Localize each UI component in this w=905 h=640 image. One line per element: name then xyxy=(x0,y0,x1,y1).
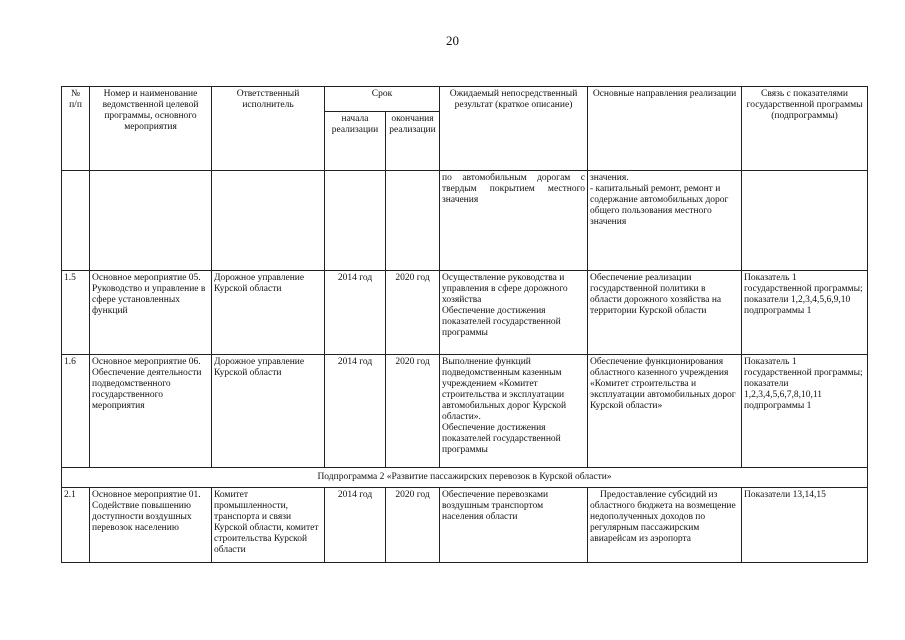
cell-num: 2.1 xyxy=(62,488,90,563)
program-table xyxy=(61,86,868,563)
cell-responsible: Дорожное управление Курской области xyxy=(212,355,325,468)
cell-start: 2014 год xyxy=(325,488,386,563)
cell-num xyxy=(62,171,90,271)
cell-directions: Обеспечение реализации государственной политики в области дорожного хозяйства на территории Курской области xyxy=(588,271,742,355)
page-number: 20 xyxy=(446,33,459,48)
cell-start xyxy=(325,171,386,271)
cell-directions: Обеспечение функционирования областного казенного учреждения «Комитет строительства и эксплуатации автомобильных дорог Курской области» xyxy=(588,355,742,468)
cell-name: Основное мероприятие 05. Руководство и управление в сфере установленных функций xyxy=(90,271,212,355)
header-name: Номер и наименование ведомственной целевой программы, основного мероприятия xyxy=(90,87,212,171)
header-responsible: Ответственный исполнитель xyxy=(212,87,325,171)
cell-end: 2020 год xyxy=(386,355,440,468)
header-num: № п/п xyxy=(62,87,90,171)
cell-num: 1.5 xyxy=(62,271,90,355)
cell-result: по автомобильным дорогам с твердым покрытием местного значения xyxy=(440,171,588,271)
cell-directions: Предоставление субсидий из областного бюджета на возмещение недополученных доходов по регулярным пассажирским авиарейсам из аэропорта xyxy=(588,488,742,563)
cell-end: 2020 год xyxy=(386,271,440,355)
header-result: Ожидаемый непосредственный результат (краткое описание) xyxy=(440,87,588,171)
header-directions: Основные направления реализации xyxy=(588,87,742,171)
header-link: Связь с показателями государственной программы (подпрограммы) xyxy=(742,87,868,171)
cell-responsible: Дорожное управление Курской области xyxy=(212,271,325,355)
cell-responsible: Комитет промышленности, транспорта и связи Курской области, комитет строительства Курской области xyxy=(212,488,325,563)
header-term: Срок xyxy=(325,87,440,112)
cell-link: Показатель 1 государственной программы; показатели 1,2,3,4,5,6,7,8,10,11 подпрограммы 1 xyxy=(742,355,868,468)
cell-num: 1.6 xyxy=(62,355,90,468)
cell-start: 2014 год xyxy=(325,271,386,355)
cell-end xyxy=(386,171,440,271)
cell-link: Показатель 1 государственной программы; показатели 1,2,3,4,5,6,9,10 подпрограммы 1 xyxy=(742,271,868,355)
cell-name xyxy=(90,171,212,271)
cell-result: Выполнение функций подведомственным казенным учреждением «Комитет строительства и эксплуатации автомобильных дорог Курской области». Обеспечение достижения показателей государственной программы xyxy=(440,355,588,468)
table-row-continuation xyxy=(62,171,868,271)
header-term-start: начала реализации xyxy=(325,112,386,171)
cell-end: 2020 год xyxy=(386,488,440,563)
cell-responsible xyxy=(212,171,325,271)
cell-name: Основное мероприятие 01. Содействие повышению доступности воздушных перевозок населению xyxy=(90,488,212,563)
table-row xyxy=(62,355,868,468)
cell-link: Показатели 13,14,15 xyxy=(742,488,868,563)
table-row xyxy=(62,488,868,563)
subprogram-title: Подпрограмма 2 «Развитие пассажирских перевозок в Курской области» xyxy=(62,468,868,488)
cell-directions: значения. - капитальный ремонт, ремонт и содержание автомобильных дорог общего пользования местного значения xyxy=(588,171,742,271)
cell-link xyxy=(742,171,868,271)
cell-start: 2014 год xyxy=(325,355,386,468)
cell-result: Обеспечение перевозками воздушным транспортом населения области xyxy=(440,488,588,563)
subprogram-row xyxy=(62,468,868,488)
table-row xyxy=(62,271,868,355)
header-term-end: окончания реализации xyxy=(386,112,440,171)
cell-result: Осуществление руководства и управления в сфере дорожного хозяйства Обеспечение достижения показателей государственной программы xyxy=(440,271,588,355)
cell-name: Основное мероприятие 06. Обеспечение деятельности подведомственного государственного мероприятия xyxy=(90,355,212,468)
